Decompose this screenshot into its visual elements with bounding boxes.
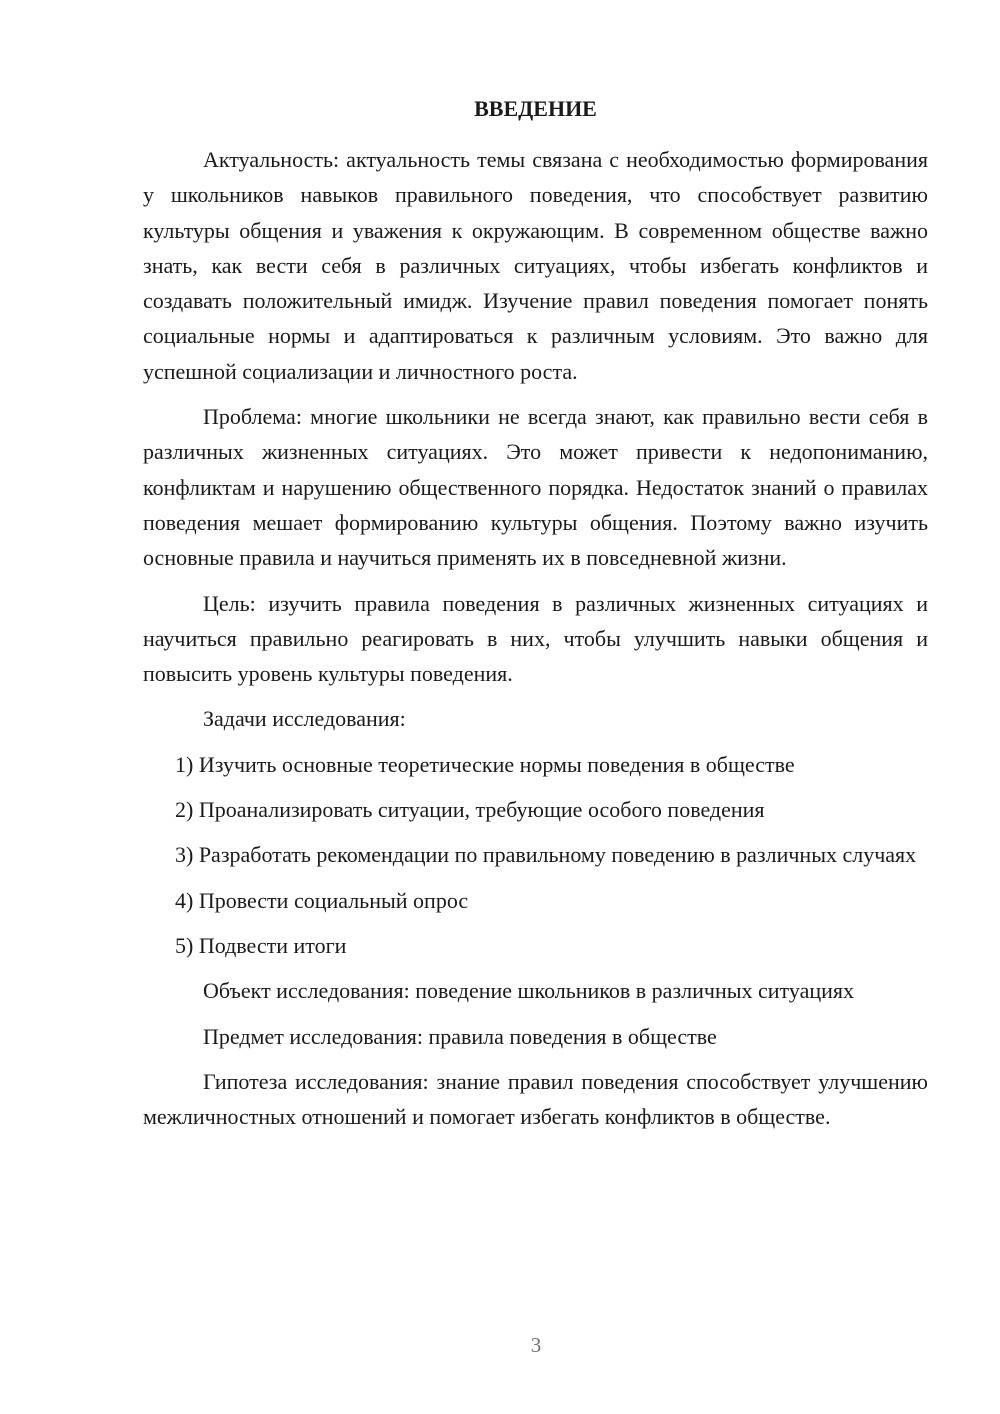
paragraph-relevance: Актуальность: актуальность темы связана с необходимостью формирования у школьников навыков правильного поведения, что способствует развитию культуры общения и уважения к окружающим. В современном обществе важно знать, как вести себя в различных ситуациях, чтобы избегать конфликтов и создавать положительный имидж. Изучение правил поведения помогает понять социальные нормы и адаптироваться к различным условиям. Это важно для успешной социализации и личностного роста. [143, 147, 928, 384]
paragraph-goal: Цель: изучить правила поведения в различных жизненных ситуациях и научиться правильно реагировать в них, чтобы улучшить навыки общения и повысить уровень культуры поведения. [143, 590, 928, 687]
task-item: 3) Разработать рекомендации по правильному поведению в различных случаях [175, 842, 917, 868]
tasks-heading: Задачи исследования: [203, 706, 406, 732]
task-item: 2) Проанализировать ситуации, требующие особого поведения [175, 797, 765, 823]
page-number: 3 [530, 1333, 542, 1357]
paragraph-problem: Проблема: многие школьники не всегда знают, как правильно вести себя в различных жизненных ситуациях. Это может привести к недопониманию, конфликтам и нарушению общественного порядка. Недостаток знаний о правилах поведения мешает формированию культуры общения. Поэтому важно изучить основные правила и научиться применять их в повседневной жизни. [143, 404, 928, 571]
paragraph-subject: Предмет исследования: правила поведения в обществе [203, 1023, 717, 1049]
paragraph-hypothesis: Гипотеза исследования: знание правил поведения способствует улучшению межличностных отношений и помогает избегать конфликтов в обществе. [143, 1068, 928, 1130]
task-item: 1) Изучить основные теоретические нормы поведения в обществе [175, 751, 795, 777]
task-item: 4) Провести социальный опрос [175, 887, 469, 913]
tasks-list [143, 747, 928, 963]
paragraph-object: Объект исследования: поведение школьников в различных ситуациях [203, 978, 855, 1004]
document-page [143, 94, 928, 1144]
page-title: ВВЕДЕНИЕ [474, 96, 597, 121]
task-item: 5) Подвести итоги [175, 932, 347, 958]
